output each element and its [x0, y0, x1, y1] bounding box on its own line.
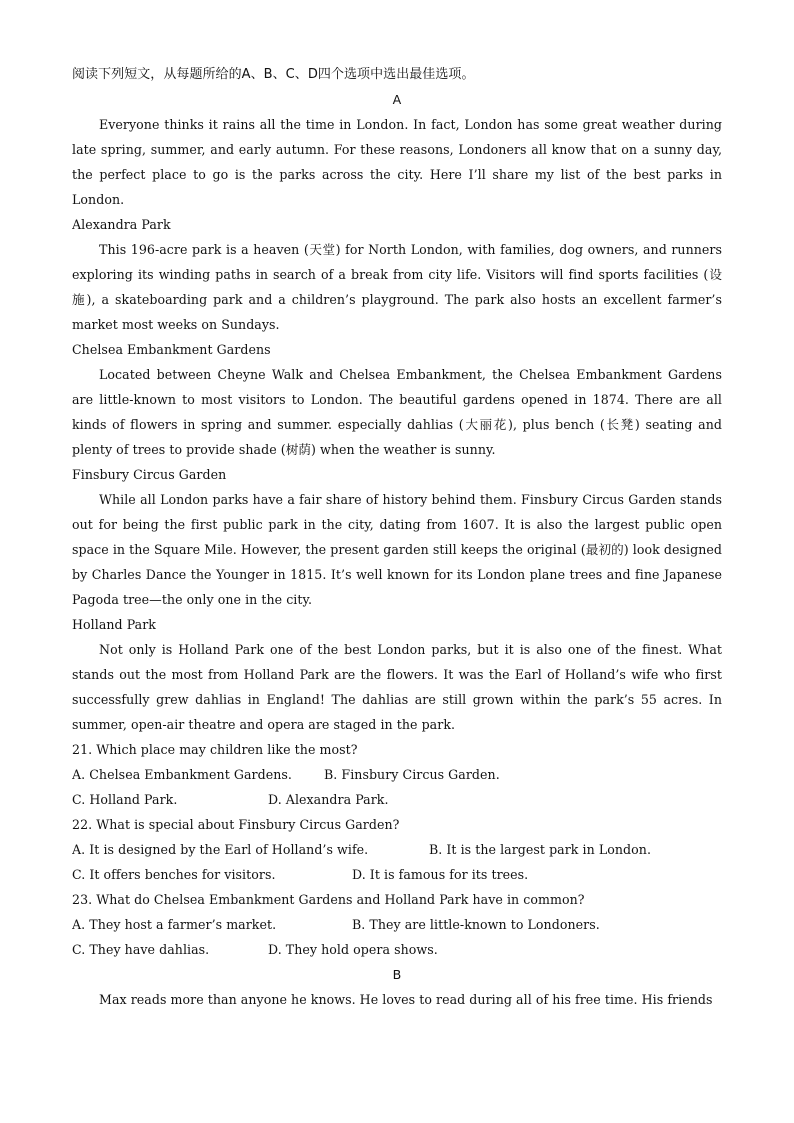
section-a-label: A — [392, 92, 402, 107]
park-heading-finsbury: Finsbury Circus Garden — [72, 467, 227, 482]
park-heading-alexandra: Alexandra Park — [72, 217, 171, 232]
option-21-d: D. Alexandra Park. — [268, 792, 389, 807]
question-22-options-row-2 — [72, 862, 722, 887]
question-21-stem: 21. Which place may children like the most? — [72, 742, 358, 757]
option-23-b: B. They are little-known to Londoners. — [352, 917, 600, 932]
question-22-stem: 22. What is special about Finsbury Circus Garden? — [72, 817, 400, 832]
option-22-c: C. It offers benches for visitors. — [72, 867, 276, 882]
question-21-options-row-2 — [72, 787, 722, 812]
passage-a-intro: Everyone thinks it rains all the time in London. In fact, London has some great weather during late spring, summer, and early autumn. For these reasons, Londoners all know that on a sunny day, the perfect place to go is the parks across the city. Here I’ll share my list of the best parks in London. — [72, 117, 722, 207]
option-21-c: C. Holland Park. — [72, 792, 178, 807]
park-paragraph-alexandra: This 196-acre park is a heaven (天堂) for North London, with families, dog owners, and runners exploring its winding paths in search of a break from city life. Visitors will find sports facilities (设施), a skateboarding park and a children’s playground. The park also hosts an excellent farmer’s market most weeks on Sundays. — [72, 242, 722, 332]
park-heading-chelsea: Chelsea Embankment Gardens — [72, 342, 271, 357]
option-23-c: C. They have dahlias. — [72, 942, 210, 957]
question-23-options-row-2 — [72, 937, 722, 962]
question-23-stem: 23. What do Chelsea Embankment Gardens and Holland Park have in common? — [72, 892, 585, 907]
park-paragraph-holland: Not only is Holland Park one of the best London parks, but it is also one of the finest. What stands out the most from Holland Park are the flowers. It was the Earl of Holland’s wife who first successfully grew dahlias in England! The dahlias are still grown within the park’s 55 acres. In summer, open-air theatre and opera are staged in the park. — [72, 642, 722, 732]
option-21-a: A. Chelsea Embankment Gardens. — [72, 767, 292, 782]
question-22-options-row-1 — [72, 837, 722, 862]
option-22-a: A. It is designed by the Earl of Holland’s wife. — [72, 842, 369, 857]
passage-b-intro: Max reads more than anyone he knows. He loves to read during all of his free time. His friends — [99, 992, 713, 1007]
option-22-d: D. It is famous for its trees. — [352, 867, 529, 882]
section-b-label: B — [392, 967, 402, 982]
option-21-b: B. Finsbury Circus Garden. — [324, 767, 500, 782]
instruction-text: 阅读下列短文，从每题所给的A、B、C、D四个选项中选出最佳选项。 — [72, 67, 475, 82]
option-23-a: A. They host a farmer’s market. — [72, 917, 277, 932]
park-heading-holland: Holland Park — [72, 617, 156, 632]
option-23-d: D. They hold opera shows. — [268, 942, 438, 957]
park-paragraph-finsbury: While all London parks have a fair share of history behind them. Finsbury Circus Garden stands out for being the first public park in the city, dating from 1607. It is also the largest public open space in the Square Mile. However, the present garden still keeps the original (最初的) look designed by Charles Dance the Younger in 1815. It’s well known for its London plane trees and fine Japanese Pagoda tree—the only one in the city. — [72, 492, 722, 607]
option-22-b: B. It is the largest park in London. — [429, 842, 651, 857]
question-21-options-row-1 — [72, 762, 722, 787]
exam-page — [72, 62, 722, 1012]
park-paragraph-chelsea: Located between Cheyne Walk and Chelsea Embankment, the Chelsea Embankment Gardens are little-known to most visitors to London. The beautiful gardens opened in 1874. There are all kinds of flowers in spring and summer. especially dahlias (大丽花), plus bench (长凳) seating and plenty of trees to provide shade (树荫) when the weather is sunny. — [72, 367, 722, 457]
question-23-options-row-1 — [72, 912, 722, 937]
